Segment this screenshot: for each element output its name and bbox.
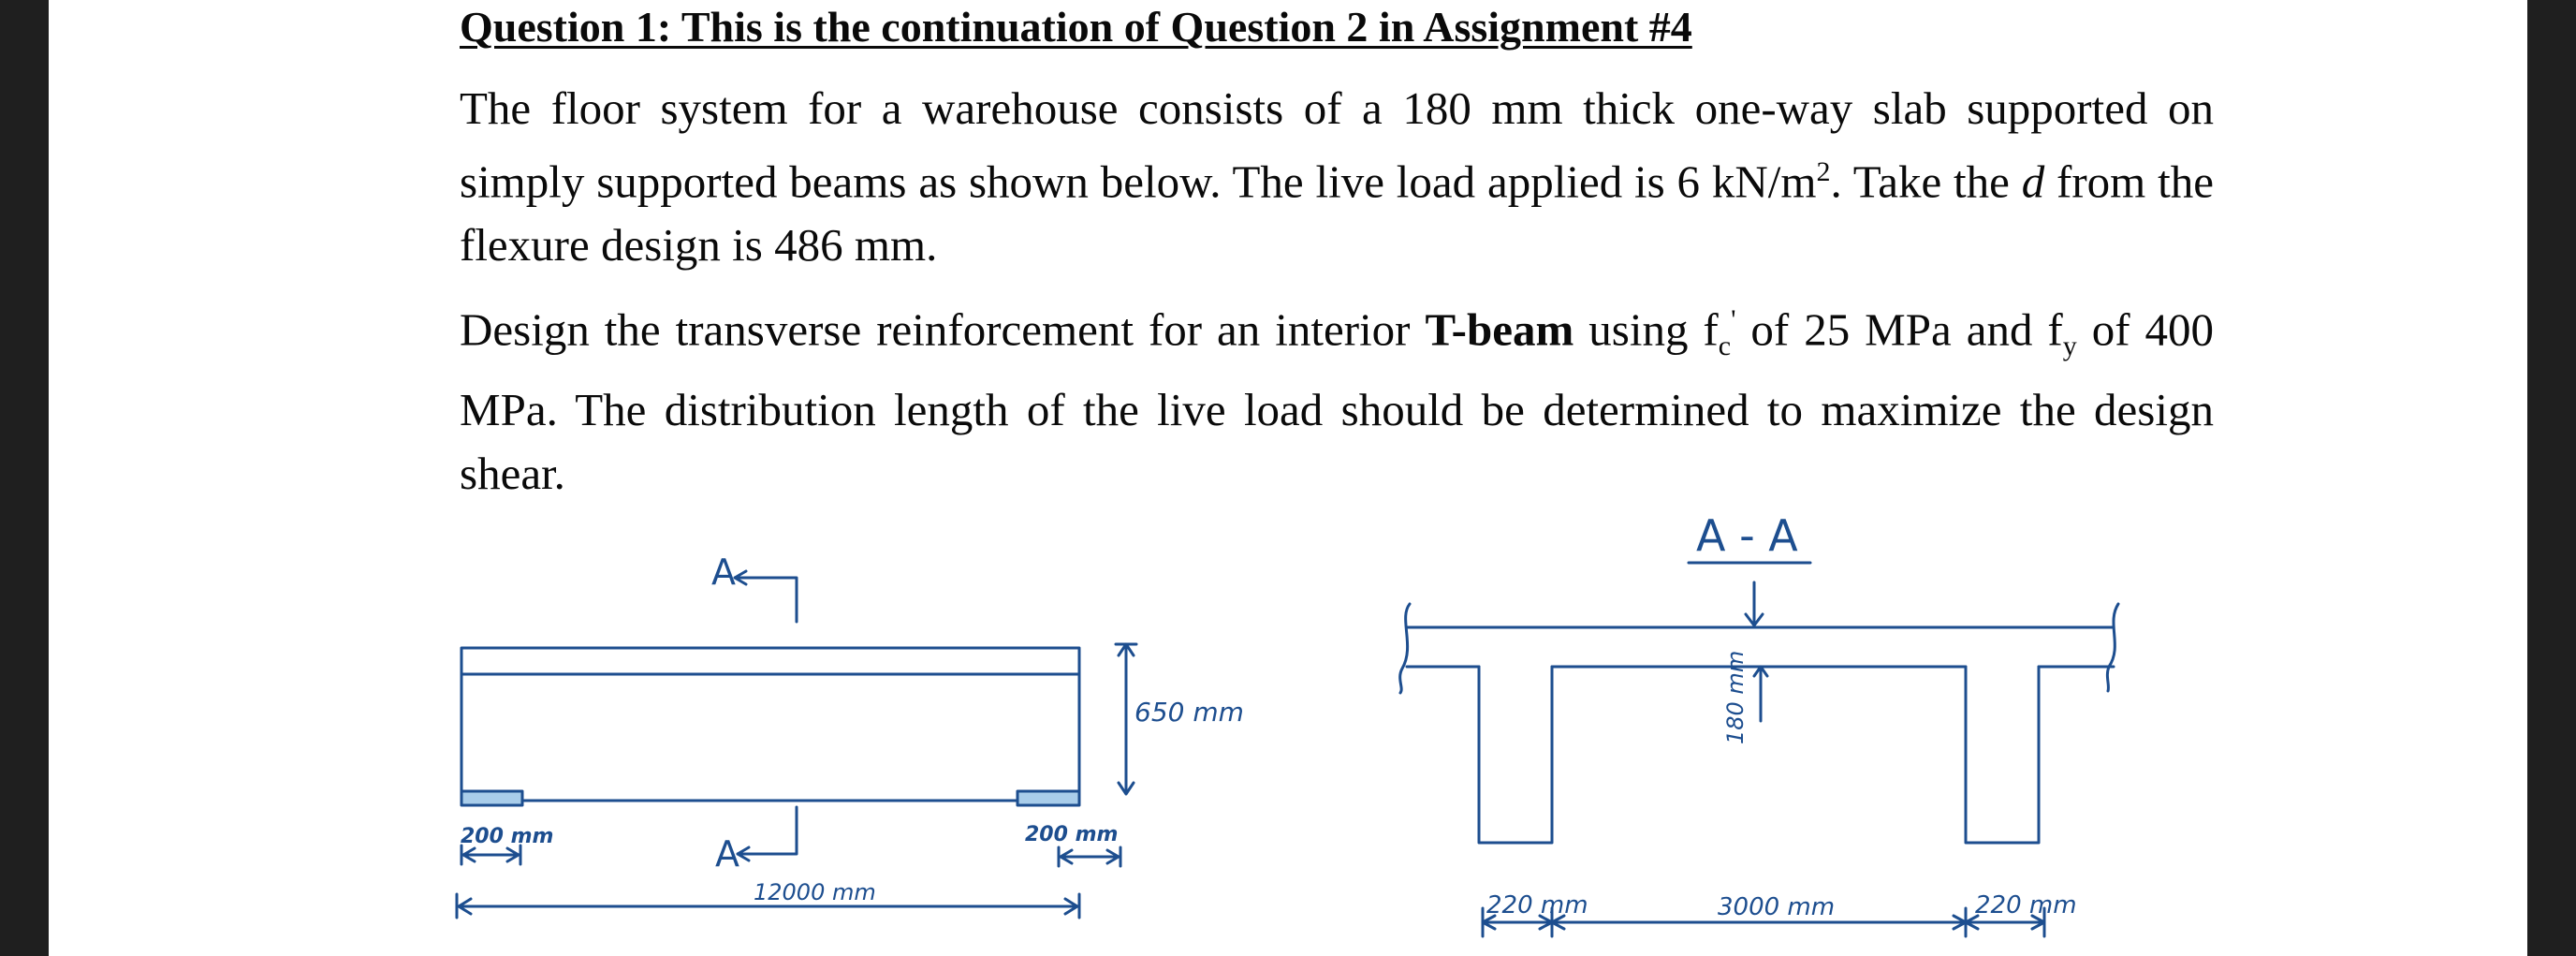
left-break-line: [1400, 604, 1410, 693]
beam-body: [461, 674, 1079, 801]
p2-text-1: Design the transverse reinforcement for an interior: [460, 303, 1426, 356]
p1-superscript: 2: [1816, 156, 1831, 187]
left-web-label: 220 mm: [1486, 891, 1588, 919]
p1-text-3: from the flexure design is 486 mm.: [460, 155, 2214, 272]
right-web-label: 220 mm: [1975, 891, 2077, 919]
right-support-pad: [1017, 791, 1079, 805]
left-support-label: 200 mm: [461, 825, 554, 848]
p2-bold-tbeam: T-beam: [1425, 303, 1574, 356]
section-cut-arrow: [1746, 582, 1763, 625]
height-label: 650 mm: [1134, 697, 1244, 728]
p1-text-1: The floor system for a warehouse consists of a 180 mm thick one-way slab supported on simply supported beams as shown below. The live load applied is 6 kN/m: [460, 82, 2214, 208]
section-label-bottom: A: [715, 833, 739, 875]
p1-text-2: . Take the: [1830, 155, 2022, 208]
section-label-top: A: [711, 552, 736, 593]
beam-elevation-figure: [457, 571, 1136, 918]
right-support-label: 200 mm: [1025, 823, 1119, 846]
p2-fc-subscript: c: [1718, 331, 1732, 362]
left-support-pad: [461, 791, 522, 805]
slab-thickness-arrow: [1754, 667, 1767, 721]
p2-text-2: using f: [1573, 303, 1719, 356]
left-support-dimension: [461, 846, 520, 864]
section-marker-bottom: [738, 807, 797, 860]
section-marker-top: [735, 571, 797, 622]
spacing-label: 3000 mm: [1718, 893, 1836, 921]
right-web: [1966, 667, 2039, 843]
p2-text-4: of 400 MPa. The distribution length of the live load should be determined to maximize the design shear.: [460, 303, 2214, 500]
slab-thickness-label: 180 mm: [1722, 650, 1749, 744]
span-label: 12000 mm: [754, 879, 876, 905]
question-heading: Question 1: This is the continuation of Question 2 in Assignment #4: [460, 3, 1692, 51]
cross-section-figure: [1400, 563, 2118, 936]
p2-fy-subscript: y: [2062, 331, 2077, 362]
p2-fc-prime: ': [1731, 304, 1736, 335]
p2-text-3: of 25 MPa and f: [1735, 303, 2063, 356]
slab-strip: [461, 648, 1079, 674]
p1-italic-d: d: [2021, 155, 2045, 208]
height-dimension: [1116, 644, 1136, 794]
right-support-dimension: [1059, 847, 1120, 866]
left-web: [1479, 667, 1552, 843]
right-break-line: [2107, 604, 2118, 691]
section-title: A - A: [1696, 510, 1798, 561]
